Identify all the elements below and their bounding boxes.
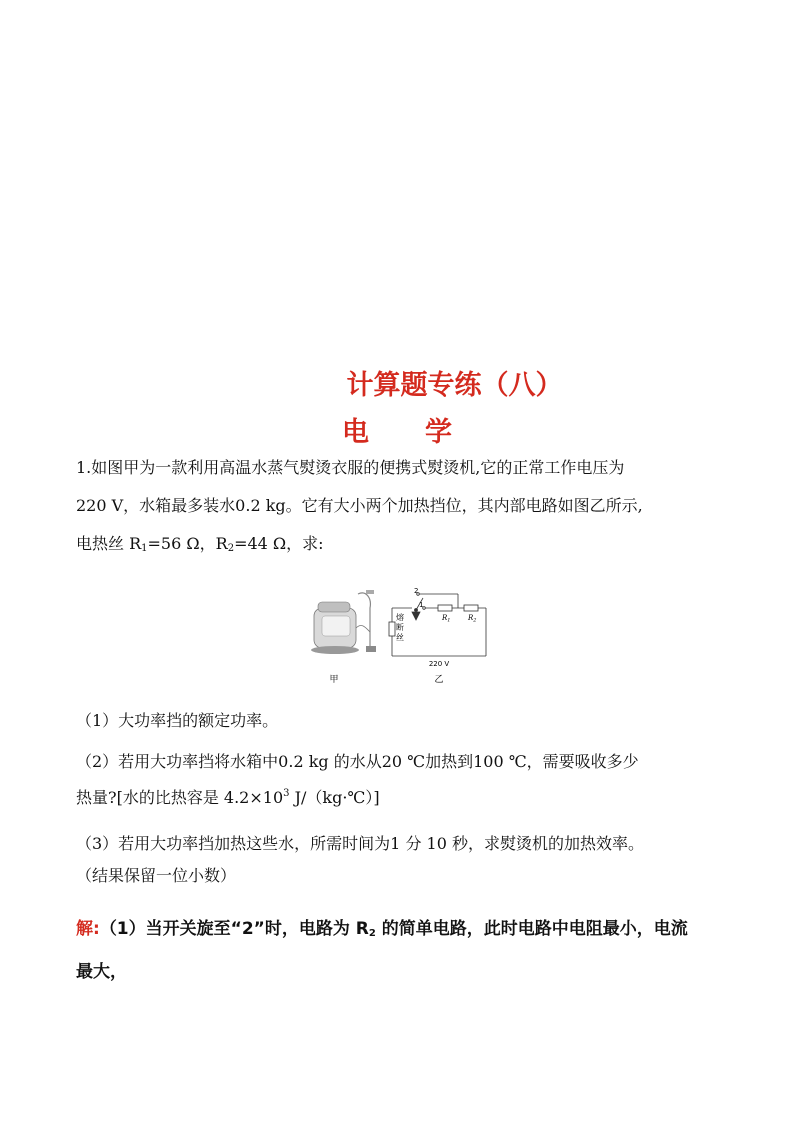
question-line-1: 1.如图甲为一款利用高温水蒸气熨烫衣服的便携式熨烫机,它的正常工作电压为 bbox=[76, 458, 625, 477]
steam-iron-illustration bbox=[311, 590, 376, 654]
question-part-2 bbox=[76, 746, 726, 814]
question-intro bbox=[76, 449, 726, 568]
voltage-label: 220 V bbox=[428, 660, 450, 668]
answer-label: 解: bbox=[76, 919, 100, 939]
question-part-1: （1）大功率挡的额定功率。 bbox=[76, 711, 279, 730]
page-title: 计算题专练（八） bbox=[346, 370, 563, 401]
part-2-line-1: （2）若用大功率挡将水箱中0.2 kg 的水从20 ℃加热到100 ℃，需要吸收多少 bbox=[76, 752, 639, 771]
switch-position-2: 2 bbox=[414, 587, 419, 595]
r2-label: $R_2$ bbox=[468, 614, 477, 624]
r1-label: $R_1$ bbox=[442, 614, 451, 624]
page-subtitle bbox=[0, 410, 794, 449]
question-figure bbox=[300, 578, 500, 690]
question-part-3 bbox=[76, 828, 726, 892]
subtitle-part-2: 学 bbox=[425, 417, 452, 448]
part-2-line-2: 热量?[水的比热容是 $4.2\times 10^3$ J/（kg·℃）] bbox=[76, 788, 380, 807]
figure-label-jia: 甲 bbox=[329, 675, 339, 685]
fuse-label-2: 断 bbox=[396, 623, 404, 632]
subtitle-part-1: 电 bbox=[342, 417, 369, 448]
answer-line-1: 解:（1）当开关旋至“2”时，电路为 $R_2$ 的简单电路，此时电路中电阻最小，电流 bbox=[76, 919, 688, 939]
part-3-line-2: （结果保留一位小数） bbox=[76, 866, 237, 885]
question-line-2: 220 V，水箱最多装水0.2 kg。它有大小两个加热挡位，其内部电路如图乙所示, bbox=[76, 496, 643, 515]
part-3-line-1: （3）若用大功率挡加热这些水，所需时间为1 分 10 秒，求熨烫机的加热效率。 bbox=[76, 834, 644, 853]
fuse-label-1: 熔 bbox=[396, 613, 404, 622]
switch-position-1: 1 bbox=[419, 601, 424, 609]
answer-line-2: 最大， bbox=[76, 962, 127, 982]
figure-label-yi: 乙 bbox=[434, 675, 444, 685]
question-line-3: 电热丝 $R_1=56$ Ω，$R_2=44$ Ω，求: bbox=[76, 534, 324, 554]
fuse-label-3: 丝 bbox=[396, 633, 404, 642]
answer-section bbox=[76, 910, 726, 991]
